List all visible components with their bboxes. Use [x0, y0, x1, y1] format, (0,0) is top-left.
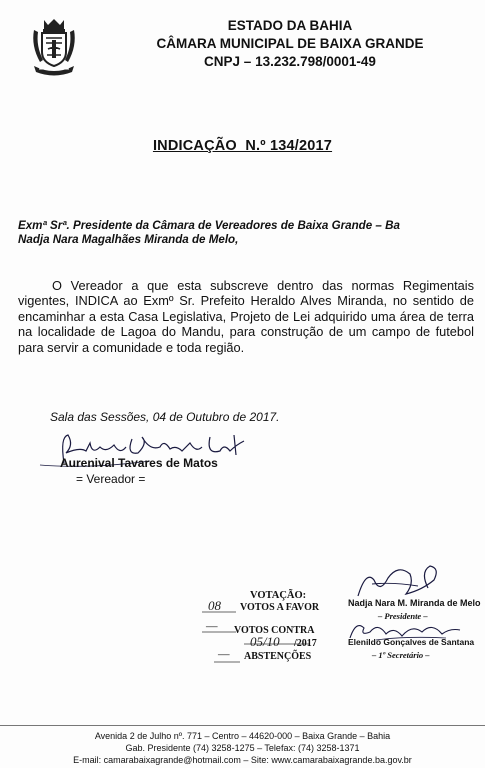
header-chamber: CÂMARA MUNICIPAL DE BAIXA GRANDE: [156, 36, 424, 51]
votes-contra-value: —: [206, 618, 218, 633]
footer-contact: E-mail: camarabaixagrande@hotmail.com – Site: www.camarabaixagrande.ba.gov.br: [73, 755, 412, 765]
votes-favor-value: 08: [208, 598, 221, 613]
addressee-line-2: Nadja Nara Magalhães Miranda de Melo,: [18, 233, 239, 246]
abstentions-label: ABSTENÇÕES: [244, 651, 312, 662]
abstentions-value: —: [218, 646, 230, 661]
vote-date-year: /2017: [294, 638, 317, 649]
voting-heading: VOTAÇÃO:: [250, 590, 307, 601]
footer-phones: Gab. Presidente (74) 3258-1275 – Telefax: (74) 3258-1371: [125, 743, 360, 753]
secretary-name: Elenildo Gonçalves de Santana: [348, 637, 475, 647]
footer-address: Avenida 2 de Julho nº. 771 – Centro – 44620-000 – Baixa Grande – Bahia: [94, 731, 391, 741]
place-and-date: Sala das Sessões, 04 de Outubro de 2017.: [50, 410, 280, 424]
addressee-line-1: Exmª Srª. Presidente da Câmara de Vereadores de Baixa Grande – Ba: [18, 219, 400, 232]
president-role: – Presidente –: [378, 611, 428, 621]
secretary-role: – 1º Secretário –: [372, 650, 430, 660]
votes-favor-label: VOTOS A FAVOR: [240, 602, 320, 613]
vereador-role: = Vereador =: [76, 472, 146, 486]
vereador-name: Aurenival Tavares de Matos: [60, 456, 218, 470]
vote-date-value: 05/10: [250, 634, 280, 649]
header-cnpj: CNPJ – 13.232.798/0001-49: [204, 54, 376, 69]
body-paragraph: O Vereador a que esta subscreve dentro das normas Regimentais vigentes, INDICA ao Exmº Sr. Prefeito Heraldo Alves Miranda, no sentido de encaminhar a esta Casa Legislativa, Projeto de Lei adquirido uma área de terra na localidade de Lagoa do Mandu, para construção de um campo de futebol para servir a comunidade e toda região.: [18, 278, 474, 355]
coat-of-arms-icon: [30, 16, 78, 78]
votes-contra-label: VOTOS CONTRA: [234, 625, 315, 636]
document-title: INDICAÇÃO N.º 134/2017: [152, 138, 333, 154]
header-state: ESTADO DA BAHIA: [227, 18, 353, 33]
footer-divider: [0, 725, 485, 726]
president-name: Nadja Nara M. Miranda de Melo: [348, 598, 481, 608]
